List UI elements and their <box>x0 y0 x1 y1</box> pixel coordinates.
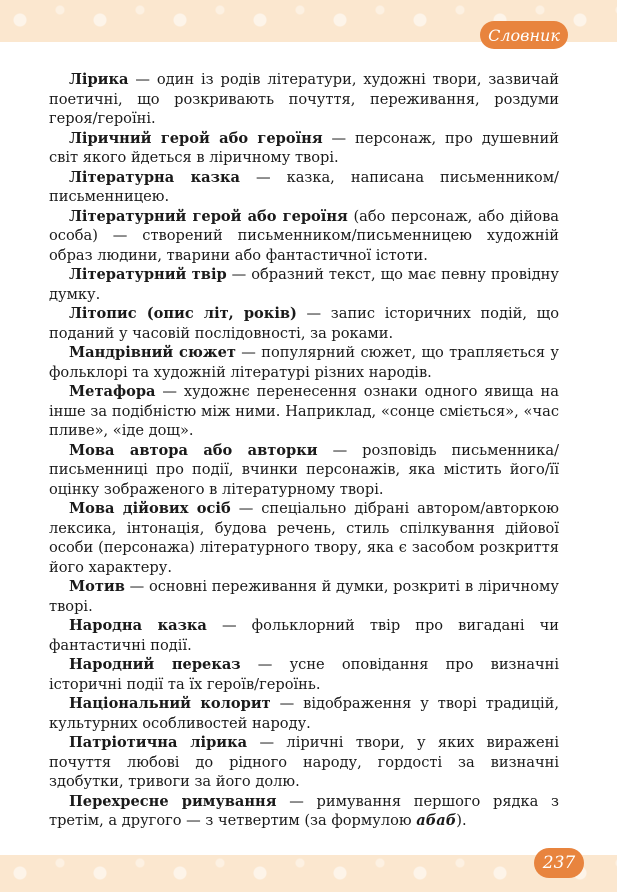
entry-definition: — відображення у творі традицій, культурних особливостей народу. <box>49 695 559 732</box>
entry-term: Народний переказ <box>69 656 241 673</box>
glossary-entry <box>49 655 559 694</box>
entry-term: Літературний твір <box>69 266 227 283</box>
entry-definition: — персонаж, про душевний світ якого йдеться в ліричному творі. <box>49 129 559 166</box>
entry-definition: — художнє перенесення ознаки одного явища на інше за подібністю між ними. Наприклад, «сонце сміється», «час пливе», «іде дощ». <box>49 383 559 439</box>
glossary-entry <box>49 129 559 168</box>
entry-term: Народна казка <box>69 617 207 634</box>
entry-term: Літературна казка <box>69 168 240 186</box>
glossary-entry <box>49 207 559 266</box>
glossary-entry <box>49 70 559 129</box>
entry-term: Перехресне римування <box>69 792 277 810</box>
entry-definition: — запис історичних подій, що поданий у часовій послідовності, за роками. <box>49 305 559 342</box>
entry-term: Лірика <box>69 71 129 88</box>
glossary-entry <box>49 304 559 343</box>
glossary-entry <box>49 694 559 733</box>
rhyme-formula: абаб <box>416 812 457 829</box>
entry-definition: (або персонаж, або дійова особа) — створений письменником/письменницею художній образ людини, тварини або фантастичної істоти. <box>49 207 559 264</box>
entry-definition: — образний текст, що має певну провідну думку. <box>49 266 559 303</box>
page-number-badge <box>534 848 584 878</box>
glossary-entry <box>49 733 559 792</box>
glossary-entry <box>49 441 559 500</box>
entry-definition: — основні переживання й думки, розкриті в ліричному творі. <box>49 578 559 615</box>
entry-term: Мандрівний сюжет <box>69 344 236 361</box>
entry-definition: — розповідь письменника/письменниці про події, вчинки персонажів, яка містить його/її оцінку зображеного в літературному творі. <box>49 441 559 498</box>
glossary-entry <box>49 577 559 616</box>
entry-definition: — популярний сюжет, що трапляється у фольклорі та художній літературі різних народів. <box>49 344 559 381</box>
glossary-entry <box>49 265 559 304</box>
glossary-entry <box>49 168 559 207</box>
glossary-entry <box>49 343 559 382</box>
section-label: Словник <box>488 25 560 45</box>
entry-term: Метафора <box>69 383 156 400</box>
entry-definition: — фольклорний твір про вигадані чи фантастичні події. <box>49 617 560 654</box>
page-number: 237 <box>542 853 576 873</box>
glossary-entry <box>49 499 559 577</box>
section-tab <box>480 21 568 49</box>
entry-term: Мотив <box>69 578 125 595</box>
entry-term: Літературний герой або героїня <box>69 207 348 225</box>
glossary-entry <box>49 792 559 831</box>
entry-term: Ліричний герой або героїня <box>69 129 323 147</box>
bottom-decorative-band <box>0 855 617 892</box>
entry-definition: — усне оповідання про визначні історичні події та їх героїв/героїнь. <box>49 656 559 693</box>
entry-definition: — казка, написана письменником/письменницею. <box>49 168 559 205</box>
entry-definition: — ліричні твори, у яких виражені почуття любові до рідного народу, гордості за визначні здобутки, тривоги за його долю. <box>49 734 559 790</box>
entry-definition: — римування першого рядка з третім, а другого — з четвертим (за формулою <box>49 792 559 829</box>
entry-definition: — спеціально дібрані автором/авторкою лексика, інтонація, будова речень, стиль спілкування дійової особи (персонажа) літературного твору, яка є засобом розкриття його характеру. <box>49 500 560 576</box>
entry-term: Мова дійових осіб <box>69 500 231 517</box>
entry-term: Літопис (опис літ, років) <box>69 305 297 322</box>
entry-definition: — один із родів літератури, художні твори, зазвичай поетичні, що розкривають почуття, переживання, роздуми героя/героїні. <box>49 71 559 127</box>
entry-term: Патріотична лірика <box>69 734 248 751</box>
glossary-list <box>49 70 559 831</box>
glossary-entry <box>49 382 559 441</box>
entry-term: Національний колорит <box>69 695 271 712</box>
entry-term: Мова автора або авторки <box>69 441 318 459</box>
glossary-entry <box>49 616 559 655</box>
entry-definition-tail: ). <box>456 812 467 829</box>
